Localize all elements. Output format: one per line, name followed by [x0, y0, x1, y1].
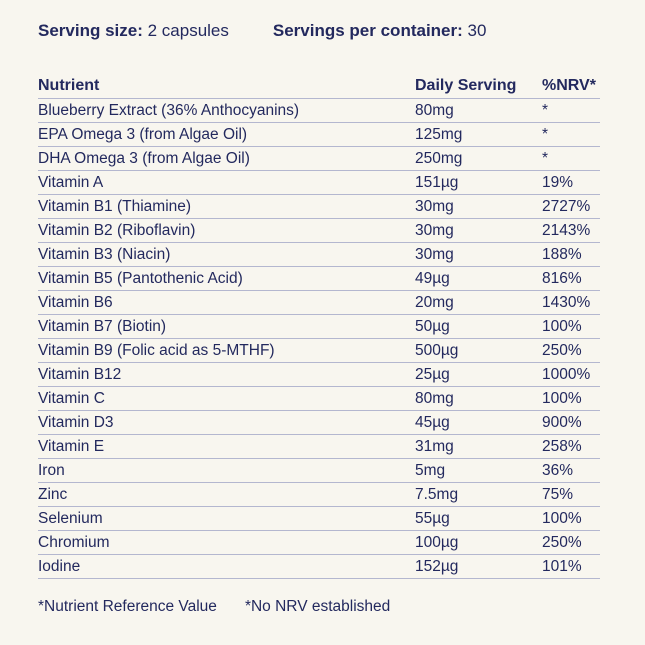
nrv-percent: 100%: [542, 387, 600, 411]
nrv-percent: 188%: [542, 243, 600, 267]
daily-serving: 20mg: [415, 291, 542, 315]
daily-serving: 5mg: [415, 459, 542, 483]
table-row: [38, 315, 600, 339]
daily-serving: 100µg: [415, 531, 542, 555]
nutrient-name: Vitamin B2 (Riboflavin): [38, 219, 415, 243]
nutrient-name: Iron: [38, 459, 415, 483]
daily-serving: 7.5mg: [415, 483, 542, 507]
nutrient-name: Vitamin B9 (Folic acid as 5-MTHF): [38, 339, 415, 363]
daily-serving: 30mg: [415, 243, 542, 267]
table-row: [38, 531, 600, 555]
serving-size: [38, 21, 229, 41]
nutrient-name: Chromium: [38, 531, 415, 555]
nrv-percent: 250%: [542, 339, 600, 363]
nrv-percent: 2727%: [542, 195, 600, 219]
table-row: [38, 219, 600, 243]
nutrient-name: Blueberry Extract (36% Anthocyanins): [38, 99, 415, 123]
nrv-percent: 100%: [542, 315, 600, 339]
table-row: [38, 267, 600, 291]
nrv-percent: 36%: [542, 459, 600, 483]
daily-serving: 250mg: [415, 147, 542, 171]
table-row: [38, 291, 600, 315]
serving-size-value: 2 capsules: [147, 21, 229, 40]
servings-per-container-label: Servings per container:: [272, 21, 463, 40]
nrv-percent: 100%: [542, 507, 600, 531]
daily-serving: 50µg: [415, 315, 542, 339]
daily-serving: 80mg: [415, 387, 542, 411]
nrv-percent: 75%: [542, 483, 600, 507]
daily-serving: 49µg: [415, 267, 542, 291]
header-daily-serving: Daily Serving: [415, 74, 542, 99]
nrv-percent: 1000%: [542, 363, 600, 387]
nrv-percent: 101%: [542, 555, 600, 579]
servings-per-container: [273, 21, 487, 41]
table-row: [38, 387, 600, 411]
table-row: [38, 555, 600, 579]
table-row: [38, 435, 600, 459]
nutrient-name: Vitamin D3: [38, 411, 415, 435]
footnote-nrv: *Nutrient Reference Value: [38, 598, 217, 615]
daily-serving: 125mg: [415, 123, 542, 147]
daily-serving: 30mg: [415, 195, 542, 219]
nutrient-name: Vitamin B7 (Biotin): [38, 315, 415, 339]
table-row: [38, 483, 600, 507]
daily-serving: 80mg: [415, 99, 542, 123]
serving-size-label: Serving size:: [38, 21, 143, 40]
table-row: [38, 459, 600, 483]
daily-serving: 55µg: [415, 507, 542, 531]
nutrient-name: EPA Omega 3 (from Algae Oil): [38, 123, 415, 147]
nutrient-name: Selenium: [38, 507, 415, 531]
table-row: [38, 339, 600, 363]
table-row: [38, 243, 600, 267]
table-row: [38, 363, 600, 387]
nrv-percent: 816%: [542, 267, 600, 291]
nutrient-name: Zinc: [38, 483, 415, 507]
nrv-percent: 2143%: [542, 219, 600, 243]
daily-serving: 30mg: [415, 219, 542, 243]
nutrient-table: [38, 74, 600, 579]
nutrient-name: Vitamin B3 (Niacin): [38, 243, 415, 267]
daily-serving: 25µg: [415, 363, 542, 387]
header-nrv: %NRV*: [542, 74, 600, 99]
nrv-percent: *: [542, 123, 600, 147]
footnotes: [38, 598, 390, 616]
table-row: [38, 123, 600, 147]
table-row: [38, 147, 600, 171]
nutrient-name: Vitamin B5 (Pantothenic Acid): [38, 267, 415, 291]
nrv-percent: *: [542, 99, 600, 123]
nrv-percent: 258%: [542, 435, 600, 459]
nutrient-name: DHA Omega 3 (from Algae Oil): [38, 147, 415, 171]
table-row: [38, 171, 600, 195]
servings-per-container-value: 30: [467, 21, 487, 40]
nutrient-name: Vitamin E: [38, 435, 415, 459]
table-row: [38, 99, 600, 123]
serving-info: [38, 21, 486, 41]
nrv-percent: 19%: [542, 171, 600, 195]
table-row: [38, 411, 600, 435]
footnote-no-nrv: *No NRV established: [244, 598, 391, 615]
nutrient-name: Vitamin A: [38, 171, 415, 195]
nutrient-name: Vitamin B12: [38, 363, 415, 387]
table-row: [38, 507, 600, 531]
nrv-percent: 900%: [542, 411, 600, 435]
daily-serving: 152µg: [415, 555, 542, 579]
nutrient-name: Vitamin B6: [38, 291, 415, 315]
header-nutrient: Nutrient: [38, 74, 415, 99]
nutrient-name: Iodine: [38, 555, 415, 579]
daily-serving: 31mg: [415, 435, 542, 459]
daily-serving: 151µg: [415, 171, 542, 195]
table-header-row: [38, 74, 600, 99]
nutrient-name: Vitamin C: [38, 387, 415, 411]
nrv-percent: 250%: [542, 531, 600, 555]
daily-serving: 500µg: [415, 339, 542, 363]
nrv-percent: 1430%: [542, 291, 600, 315]
nutrient-name: Vitamin B1 (Thiamine): [38, 195, 415, 219]
nrv-percent: *: [542, 147, 600, 171]
table-row: [38, 195, 600, 219]
daily-serving: 45µg: [415, 411, 542, 435]
